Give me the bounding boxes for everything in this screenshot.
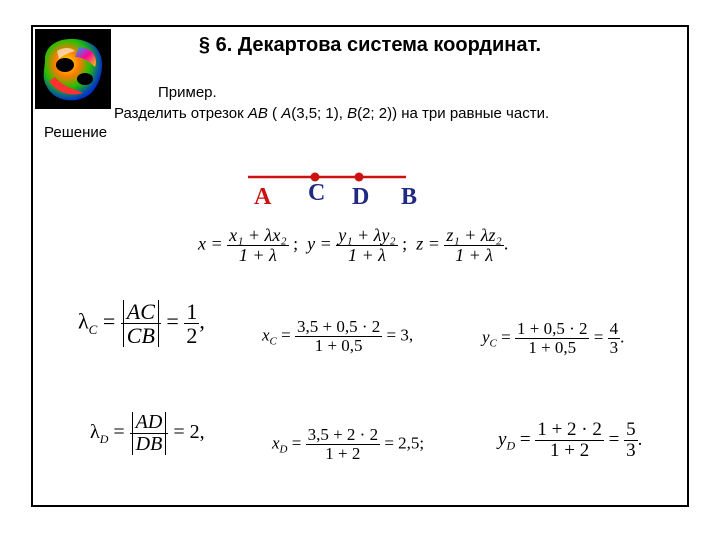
y-c-formula — [482, 320, 624, 357]
example-label: Пример. — [158, 84, 217, 101]
cb-abs: CB — [123, 324, 159, 347]
y-c-result-numerator: 4 — [609, 319, 619, 338]
task-segment: AB — [247, 105, 268, 122]
x-d-symbol: x — [272, 433, 280, 453]
x-d-formula — [272, 426, 424, 463]
ad-abs: AD — [132, 412, 167, 433]
y-d-sub: D — [506, 438, 516, 453]
y-d-numerator: 1 + 2 · 2 — [537, 419, 602, 440]
x-lhs: x = — [198, 233, 223, 254]
y-lhs: y = — [307, 233, 332, 254]
task-prefix: Разделить отрезок — [114, 105, 248, 122]
ac-cb-fraction — [121, 300, 161, 347]
y-c-result-fraction — [608, 320, 621, 357]
y-c-denominator: 1 + 0,5 — [528, 337, 577, 357]
x-c-eq: = — [281, 325, 291, 345]
y-c-symbol: y — [482, 327, 490, 347]
y-d-eq1: = — [519, 428, 531, 450]
y-c-end: . — [620, 327, 625, 347]
z-fraction — [444, 226, 503, 265]
x-numerator: x₁ + λx₂ — [229, 225, 287, 245]
lambda-c-formula — [78, 300, 205, 347]
lambda-d-sub: D — [99, 432, 109, 447]
x-c-symbol: x — [262, 325, 270, 345]
x-d-numerator: 3,5 + 2 · 2 — [307, 425, 379, 444]
x-d-denominator: 1 + 2 — [325, 443, 361, 463]
y-d-result-denominator: 3 — [626, 439, 636, 461]
x-denominator: 1 + λ — [238, 244, 277, 265]
task-statement — [114, 105, 549, 122]
x-fraction — [227, 226, 288, 265]
x-c-fraction — [295, 318, 382, 355]
lambda-d-result: = 2, — [173, 421, 205, 444]
x-c-numerator: 3,5 + 0,5 · 2 — [296, 317, 381, 336]
x-c-sub: C — [269, 335, 277, 348]
y-c-fraction — [515, 320, 590, 357]
y-c-eq2: = — [593, 327, 604, 347]
point-b-label: B — [401, 184, 418, 210]
lambda-c-eq1: = — [102, 308, 116, 334]
y-d-result-fraction — [624, 420, 638, 461]
x-c-formula — [262, 318, 413, 355]
lambda-c-tail: , — [199, 308, 205, 334]
y-c-numerator: 1 + 0,5 · 2 — [516, 319, 588, 338]
task-coords-a: (3,5; 1), — [291, 105, 348, 122]
half-numerator: 1 — [186, 299, 198, 324]
z-denominator: 1 + λ — [455, 244, 494, 265]
point-d-label: D — [352, 184, 370, 210]
general-formulas — [198, 226, 508, 265]
y-c-result-denominator: 3 — [609, 337, 619, 357]
y-d-end: . — [637, 428, 643, 450]
x-c-result: = 3, — [386, 325, 414, 345]
task-suffix: на три равные части. — [397, 105, 550, 122]
solution-label: Решение — [44, 124, 108, 141]
y-d-result-numerator: 5 — [626, 419, 636, 440]
db-abs: DB — [132, 434, 167, 455]
point-c-label: C — [308, 180, 326, 206]
sep-2: ; — [397, 233, 408, 254]
ad-db-fraction — [130, 412, 169, 455]
general-end: . — [503, 233, 509, 254]
y-c-sub: C — [489, 337, 497, 350]
y-denominator: 1 + λ — [347, 244, 386, 265]
lambda-d-eq: = — [113, 421, 125, 444]
half-denominator: 2 — [186, 323, 198, 349]
task-mid: ( — [267, 105, 282, 122]
z-lhs: z = — [416, 233, 440, 254]
sep-1: ; — [288, 233, 299, 254]
task-coords-b: (2; 2)) — [357, 105, 398, 122]
x-d-sub: D — [279, 443, 288, 456]
x-c-denominator: 1 + 0,5 — [314, 335, 363, 355]
y-d-denominator: 1 + 2 — [549, 439, 590, 461]
slide-title: § 6. Декартова система координат. — [198, 34, 542, 56]
task-point-a: A — [281, 105, 292, 122]
y-d-eq2: = — [608, 428, 620, 450]
x-d-fraction — [306, 426, 381, 463]
x-d-eq: = — [291, 433, 302, 453]
segment-figure — [240, 165, 420, 185]
lambda-c-sub: C — [88, 322, 98, 338]
lambda-c-eq2: = — [166, 308, 179, 334]
ac-abs: AC — [123, 300, 159, 323]
y-d-fraction — [535, 420, 604, 461]
lambda-d-symbol: λ — [90, 421, 100, 444]
one-half-fraction — [184, 300, 199, 347]
y-d-formula — [498, 420, 642, 461]
y-c-eq1: = — [501, 327, 511, 347]
y-fraction — [336, 226, 397, 265]
point-a-label: A — [254, 184, 272, 210]
point-d-dot — [355, 173, 364, 182]
z-numerator: z₁ + λz₂ — [446, 225, 502, 245]
lambda-c-symbol: λ — [78, 308, 89, 334]
x-d-result: = 2,5; — [384, 433, 425, 453]
y-numerator: y₁ + λy₂ — [338, 225, 396, 245]
lambda-d-formula — [90, 412, 205, 455]
task-point-b: B — [347, 105, 358, 122]
y-d-symbol: y — [498, 428, 507, 450]
